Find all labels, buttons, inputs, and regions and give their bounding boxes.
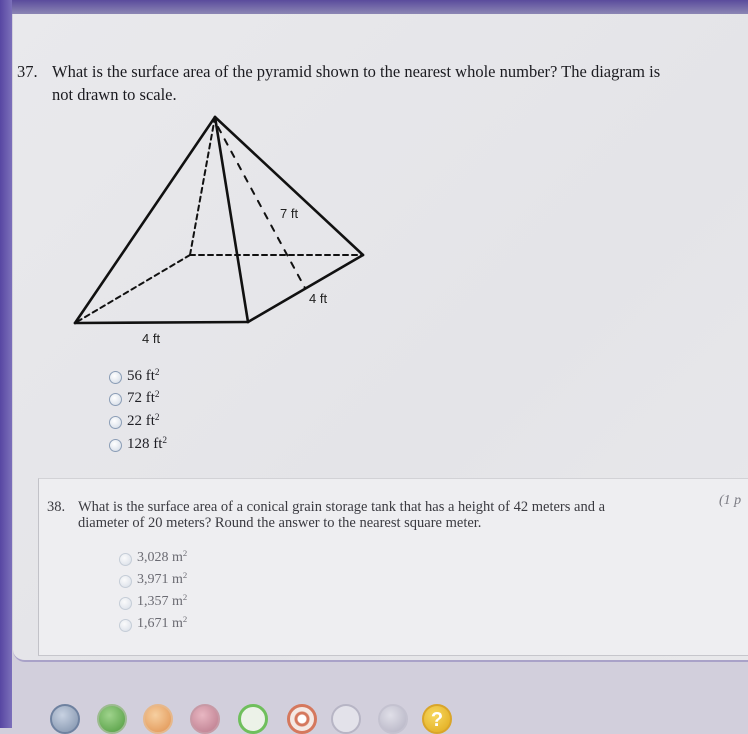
q38-option-3-value: 1,357 m	[137, 594, 183, 609]
help-glyph: ?	[430, 709, 444, 731]
base-side-right-label: 4 ft	[309, 291, 328, 306]
q37-option-4-exponent: 2	[162, 435, 168, 446]
question-38-points: (1 p	[719, 493, 742, 508]
question-38-text-line1: What is the surface area of a conical grain storage tank that has a height of 42 meters and a	[78, 499, 606, 515]
q38-option-3-exponent: 2	[182, 592, 188, 603]
q37-option-3[interactable]	[109, 413, 229, 433]
green-ring-icon[interactable]	[238, 704, 268, 734]
gray-circle-icon[interactable]	[331, 704, 361, 734]
q37-option-1-label	[127, 368, 160, 385]
q37-option-3-label	[127, 413, 160, 430]
question-38-number: 38.	[47, 499, 66, 515]
edge-apex-back-right	[215, 117, 363, 255]
q37-option-1[interactable]	[109, 368, 229, 388]
q38-option-2[interactable]	[119, 572, 239, 592]
green-tool-icon[interactable]	[97, 704, 127, 734]
window-frame-top	[0, 0, 748, 14]
slant-height-label: 7 ft	[280, 206, 299, 221]
question-37-text-line1: What is the surface area of the pyramid shown to the nearest whole number? The diagram is	[52, 62, 661, 81]
q38-option-4[interactable]	[119, 616, 239, 636]
bottom-toolbar	[12, 662, 748, 731]
q37-option-4-label	[127, 436, 167, 453]
question-38-box	[38, 478, 748, 656]
question-37-number: 37.	[17, 62, 38, 81]
q38-option-4-label	[137, 616, 187, 632]
q38-option-2-value: 3,971 m	[137, 572, 183, 587]
q38-option-1-value: 3,028 m	[137, 550, 183, 565]
hidden-edge-base-left	[75, 255, 190, 323]
q38-option-3-label	[137, 594, 187, 610]
q37-option-2[interactable]	[109, 390, 229, 410]
q38-option-3[interactable]	[119, 594, 239, 614]
q37-option-2-exponent: 2	[154, 389, 160, 400]
pink-tool-icon[interactable]	[190, 704, 220, 734]
q38-option-4-exponent: 2	[182, 614, 188, 625]
q38-option-2-exponent: 2	[182, 570, 188, 581]
q38-option-2-label	[137, 572, 187, 588]
q38-option-2-radio[interactable]	[119, 575, 132, 588]
edge-apex-front-right	[215, 117, 248, 322]
edge-base-front	[75, 322, 248, 323]
q37-option-2-value: 72 ft	[127, 390, 155, 406]
window-frame-left	[0, 0, 12, 728]
question-38-text-line2: diameter of 20 meters? Round the answer to the nearest square meter.	[78, 515, 482, 531]
q37-option-3-value: 22 ft	[127, 413, 155, 429]
q37-option-3-exponent: 2	[154, 412, 160, 423]
q38-option-3-radio[interactable]	[119, 597, 132, 610]
pencil-icon[interactable]	[50, 704, 80, 734]
q37-option-1-value: 56 ft	[127, 368, 155, 384]
help-icon[interactable]	[422, 704, 452, 734]
q37-option-2-radio[interactable]	[109, 393, 122, 406]
orange-tool-icon[interactable]	[143, 704, 173, 734]
q38-option-1-label	[137, 550, 187, 566]
q37-option-4-value: 128 ft	[127, 436, 163, 452]
q38-option-4-radio[interactable]	[119, 619, 132, 632]
q37-option-3-radio[interactable]	[109, 416, 122, 429]
q37-option-4-radio[interactable]	[109, 439, 122, 452]
q38-option-4-value: 1,671 m	[137, 616, 183, 631]
pyramid-diagram	[60, 105, 380, 335]
eraser-icon[interactable]	[378, 704, 408, 734]
q37-option-1-radio[interactable]	[109, 371, 122, 384]
q38-option-1[interactable]	[119, 550, 239, 570]
q37-option-4[interactable]	[109, 436, 229, 456]
target-icon[interactable]	[287, 704, 317, 734]
base-side-front-label: 4 ft	[142, 331, 161, 346]
edge-apex-front-left	[75, 117, 215, 323]
question-panel	[13, 14, 748, 662]
q38-option-1-exponent: 2	[182, 548, 188, 559]
q38-option-1-radio[interactable]	[119, 553, 132, 566]
question-37-text-line2: not drawn to scale.	[52, 85, 177, 104]
q37-option-1-exponent: 2	[154, 367, 160, 378]
q37-option-2-label	[127, 390, 160, 407]
